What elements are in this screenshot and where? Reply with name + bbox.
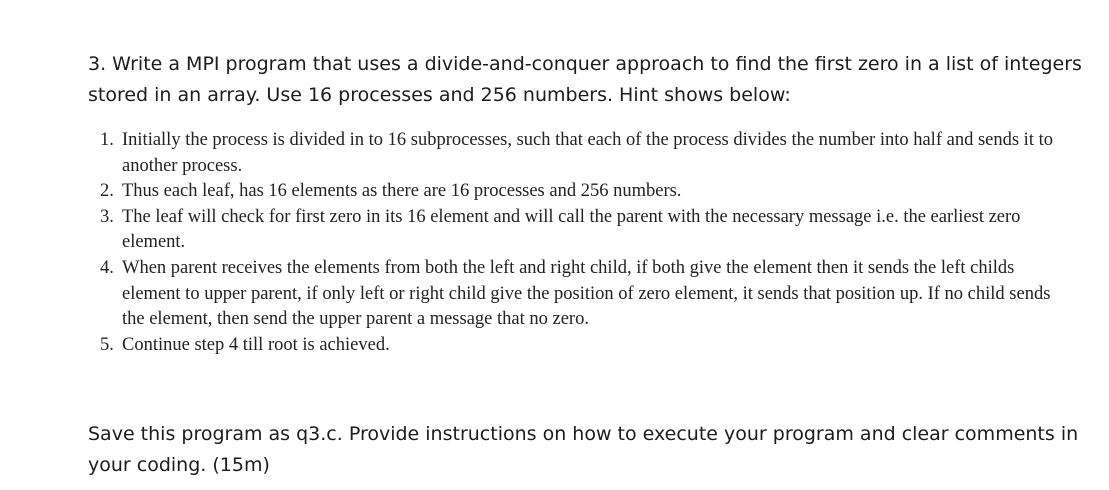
hint-list <box>100 128 1060 358</box>
submission-instructions: Save this program as q3.c. Provide instructions on how to execute your program and clear comments in your coding. (15m) <box>88 423 1079 476</box>
hint-item-4 <box>100 256 1060 333</box>
hint-text: Initially the process is divided in to 16 subprocesses, such that each of the process divides the number into half and sends it to another process. <box>122 130 1053 176</box>
hint-text: The leaf will check for first zero in its 16 element and will call the parent with the necessary message i.e. the earliest zero element. <box>122 206 1021 253</box>
hint-number: 1. <box>100 130 114 150</box>
hint-item-5 <box>100 333 1060 359</box>
hint-text: Continue step 4 till root is achieved. <box>122 334 390 355</box>
hint-number: 3. <box>100 206 114 227</box>
hint-text: Thus each leaf, has 16 elements as there are 16 processes and 256 numbers. <box>122 181 682 202</box>
hint-number: 2. <box>100 181 114 202</box>
hint-item-3 <box>100 205 1060 256</box>
hint-text: When parent receives the elements from both the left and right child, if both give the element then it sends the left childs element to upper parent, if only left or right child give the position of zero element, it sends that position up. If no child sends the element, then send the upper parent a message that no zero. <box>122 257 1051 330</box>
question-heading: 3. Write a MPI program that uses a divide-and-conquer approach to find the first zero in a list of integers stored in an array. Use 16 processes and 256 numbers. Hint shows below: <box>88 53 1082 106</box>
hint-item-1 <box>100 128 1060 179</box>
hint-item-2 <box>100 179 1060 205</box>
hint-number: 5. <box>100 334 114 355</box>
hint-number: 4. <box>100 257 114 278</box>
